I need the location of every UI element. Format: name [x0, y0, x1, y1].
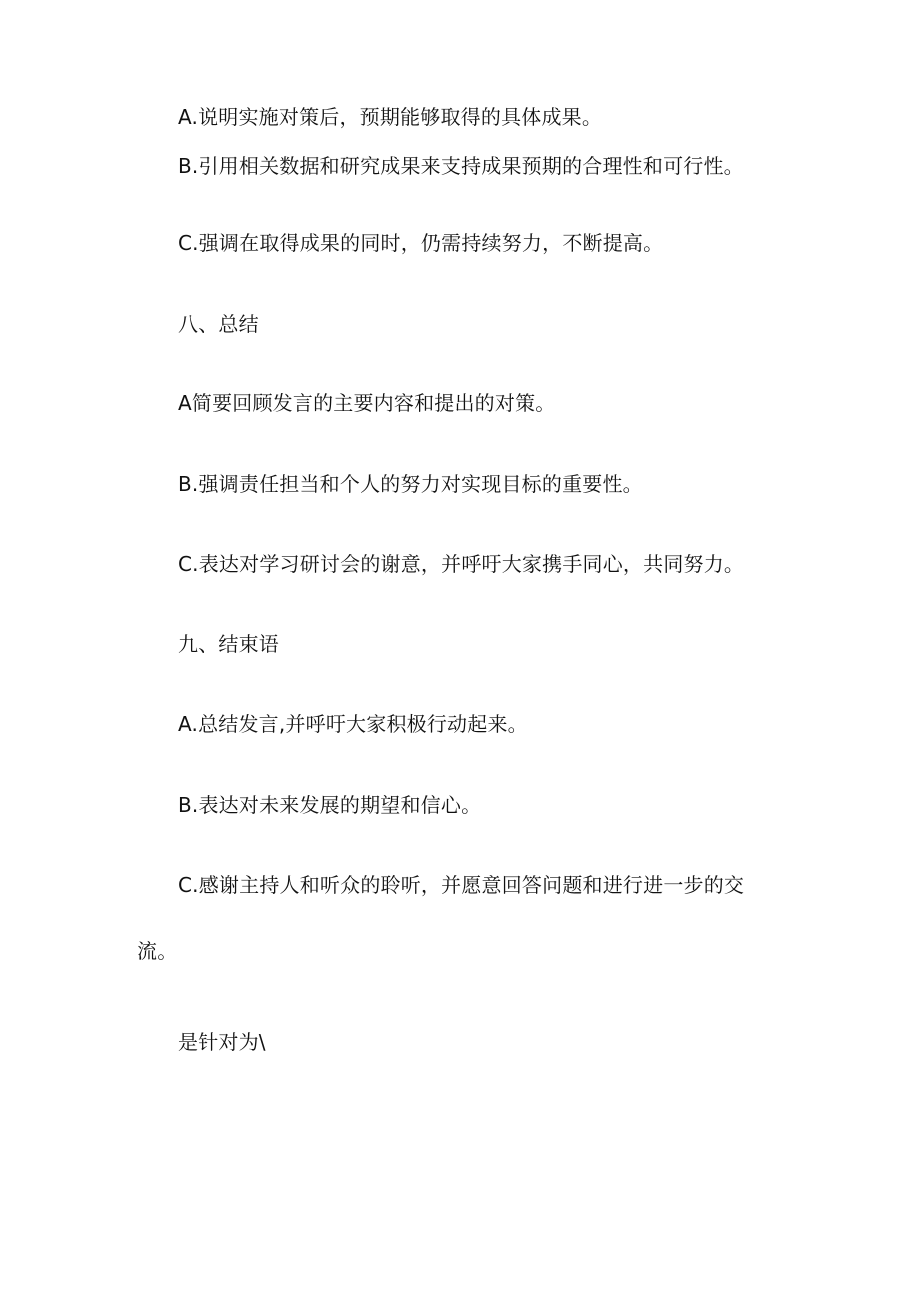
paragraph-line: C.感谢主持人和听众的聆听，并愿意回答问题和进行进一步的交	[178, 873, 745, 897]
paragraph-line: B.引用相关数据和研究成果来支持成果预期的合理性和可行性。	[178, 154, 744, 178]
paragraph-line: 是针对为\	[178, 1030, 266, 1054]
paragraph-line: C.强调在取得成果的同时，仍需持续努力，不断提高。	[178, 231, 664, 255]
paragraph-line: C.表达对学习研讨会的谢意，并呼吁大家携手同心，共同努力。	[178, 552, 745, 576]
paragraph-line: A.总结发言,并呼吁大家积极行动起来。	[178, 712, 528, 736]
paragraph-line: A.说明实施对策后，预期能够取得的具体成果。	[178, 105, 603, 129]
paragraph-line: B.表达对未来发展的期望和信心。	[178, 793, 482, 817]
section-heading: 八、总结	[178, 312, 259, 336]
paragraph-line: B.强调责任担当和个人的努力对实现目标的重要性。	[178, 472, 643, 496]
section-heading: 九、结束语	[178, 632, 279, 656]
paragraph-line: A简要回顾发言的主要内容和提出的对策。	[178, 391, 556, 415]
paragraph-line-continuation: 流。	[137, 939, 178, 963]
